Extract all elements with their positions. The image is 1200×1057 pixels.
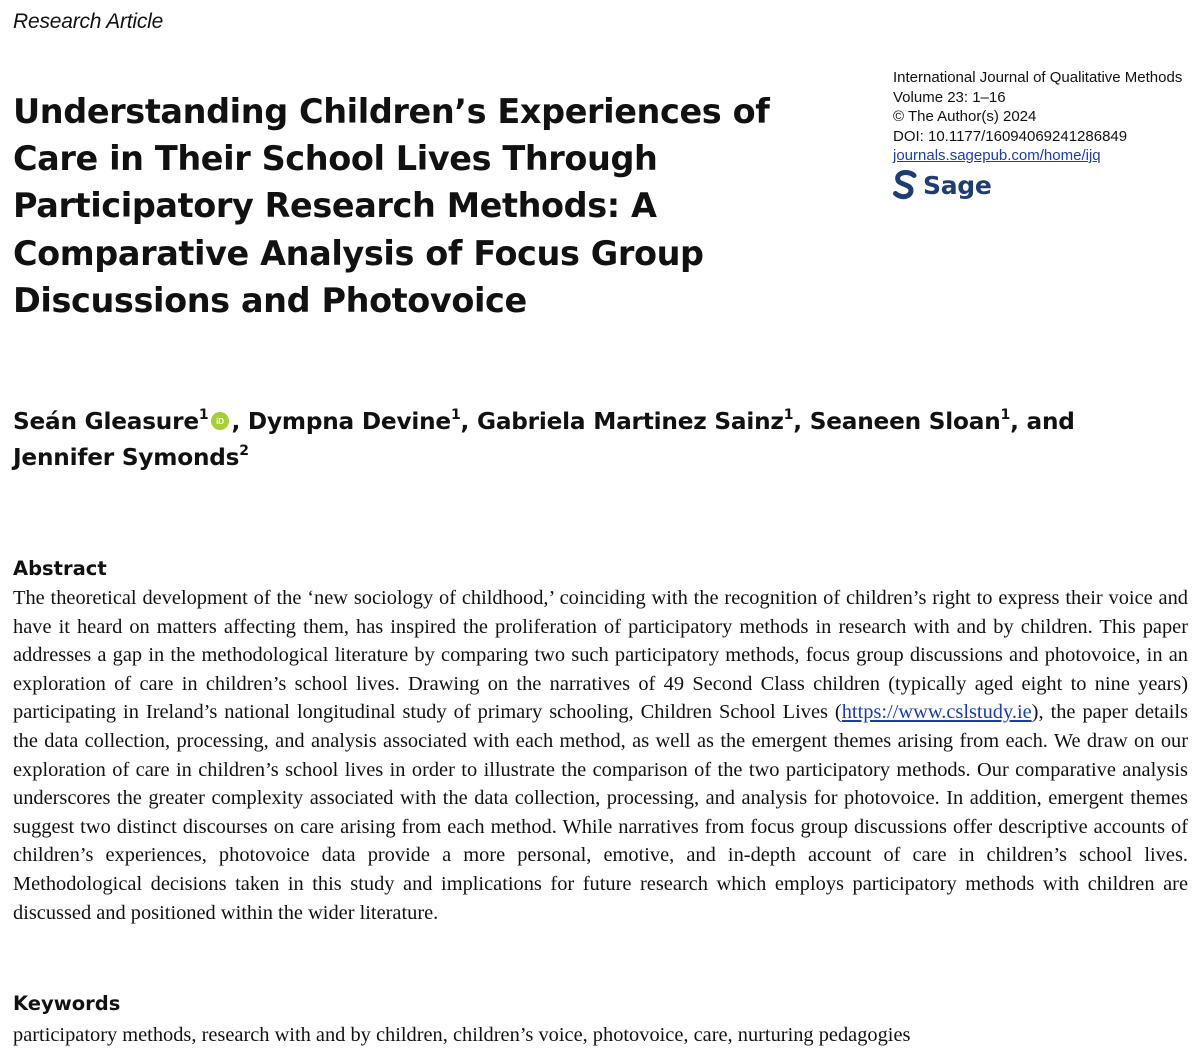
abstract-heading: Abstract <box>13 557 107 580</box>
author-name: Seán Gleasure <box>13 408 199 435</box>
author-name: Jennifer Symonds <box>13 444 240 471</box>
journal-copyright: © The Author(s) 2024 <box>893 108 1037 125</box>
abstract-text-part-1: The theoretical development of the ‘new sociology of childhood,’ coinciding with the recognition of children’s right to express their voice and have it heard on matters affecting them, has inspired the proliferation of participatory methods in research with and by children. This paper addresses a gap in the methodological literature by comparing two such participatory methods, focus group discussions and photovoice, in an exploration of care in children’s school lives. Drawing on the narratives of 49 Second Class children (typically aged eight to nine years) participating in Ireland’s national longitudinal study of primary schooling, Children School Lives ( <box>13 587 1188 724</box>
author-name: Dympna Devine <box>247 408 451 435</box>
abstract-text-part-2: ), the paper details the data collection, processing, and analysis associated with each method, as well as the emergent themes arising from each. We draw on our exploration of care in children’s school lives in order to illustrate the comparison of the two participatory methods. Our comparative analysis underscores the greater complexity associated with the data collection, processing, and analysis for photovoice. In addition, emergent themes suggest two distinct discourses on care arising from each method. While narratives from focus group discussions offer descriptive accounts of children’s experiences, photovoice data provide a more personal, emotive, and in-depth account of care in children’s school lives. Methodological decisions taken in this study and implications for future research which employs participatory methods with children are discussed and positioned within the wider literature. <box>13 701 1188 924</box>
author-name: Gabriela Martinez Sainz <box>476 408 784 435</box>
svg-text:iD: iD <box>216 417 225 427</box>
journal-doi: DOI: 10.1177/16094069241286849 <box>893 127 1128 145</box>
journal-name: International Journal of Qualitative Methods <box>893 69 1183 86</box>
author-separator: , and <box>1010 408 1075 435</box>
journal-volume: Volume 23: 1–16 <box>893 88 1006 106</box>
author-separator: , <box>793 408 810 435</box>
sage-logo-icon <box>893 170 917 200</box>
study-website-link[interactable]: https://www.cslstudy.ie <box>841 701 1032 724</box>
orcid-icon[interactable] <box>211 412 229 430</box>
abstract-text <box>13 584 1188 927</box>
article-title: Understanding Children’s Experiences of Care in Their School Lives Through Participatory Research Methods: A Comparative Analysis of Focus Group Discussions and Photovoice <box>13 92 770 320</box>
author-separator: , <box>231 408 248 435</box>
journal-info <box>893 68 1193 166</box>
author-affiliation-marker: 1 <box>198 407 209 423</box>
author-separator: , <box>460 408 477 435</box>
author-name: Seaneen Sloan <box>809 408 1001 435</box>
author-affiliation-marker: 1 <box>783 407 794 423</box>
author-affiliation-marker: 2 <box>239 443 249 459</box>
journal-homepage-link[interactable]: journals.sagepub.com/home/ijq <box>893 147 1101 164</box>
article-type-label: Research Article <box>13 10 164 33</box>
publisher-name: Sage <box>923 170 992 200</box>
author-affiliation-marker: 1 <box>1000 407 1011 423</box>
keywords-heading: Keywords <box>13 992 121 1015</box>
keywords-text: participatory methods, research with and by children, children’s voice, photovoice, care, nurturing pedagogies <box>13 1024 911 1046</box>
author-affiliation-marker: 1 <box>450 407 461 423</box>
publisher-logo <box>893 170 992 200</box>
author-list <box>13 404 1163 476</box>
